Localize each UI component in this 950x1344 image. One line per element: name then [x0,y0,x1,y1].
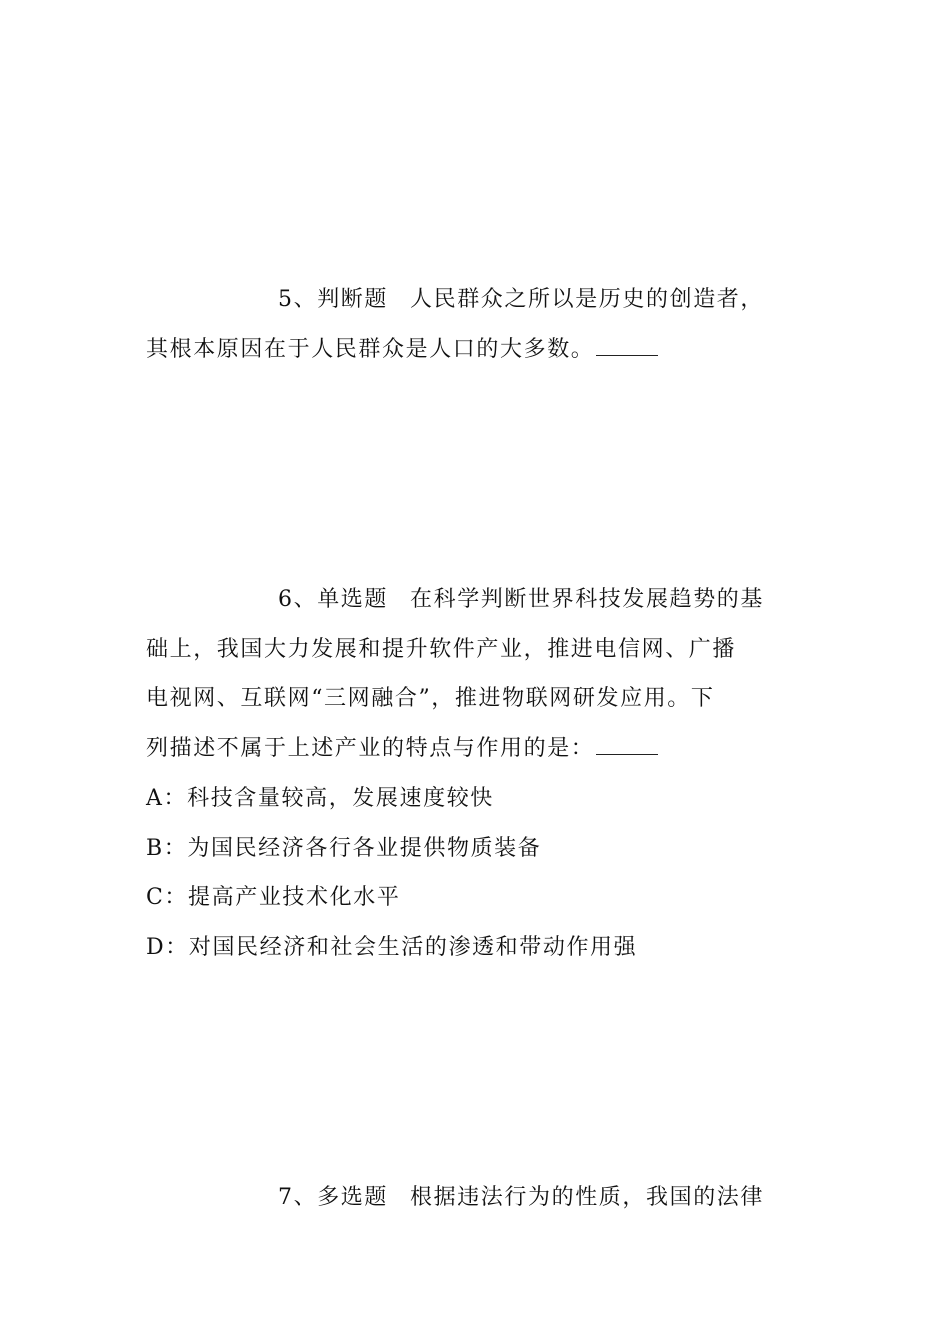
q5-text-line1: 人民群众之所以是历史的创造者， [410,287,765,312]
q6-option-d: D：对国民经济和社会生活的渗透和带动作用强 [146,935,638,960]
q7-text-line1: 根据违法行为的性质，我国的法律 [410,1185,765,1210]
q6-first-line [278,585,806,615]
q7-number: 7、多选题 [278,1185,388,1210]
q6-number: 6、单选题 [278,587,388,612]
q6-option-c: C：提高产业技术化水平 [146,885,401,910]
q6-option-b: B：为国民经济各行各业提供物质装备 [146,836,542,861]
q5-second-line [146,335,806,365]
q6-text-line3: 电视网、互联网“三网融合”，推进物联网研发应用。下 [146,686,715,711]
q6-option-a: A：科技含量较高，发展速度较快 [146,786,494,811]
q5-first-line [278,285,806,315]
q6-text-line4: 列描述不属于上述产业的特点与作用的是： [146,736,595,761]
q5-text-line2: 其根本原因在于人民群众是人口的大多数。 [146,337,595,362]
q6-answer-blank [596,736,658,755]
q6-fourth-line [146,734,806,764]
q6-text-line2: 础上，我国大力发展和提升软件产业，推进电信网、广播 [146,637,737,662]
q5-number: 5、判断题 [278,287,388,312]
q7-first-line [278,1183,806,1213]
q5-answer-blank [596,337,658,356]
q6-text-line1: 在科学判断世界科技发展趋势的基 [410,587,765,612]
